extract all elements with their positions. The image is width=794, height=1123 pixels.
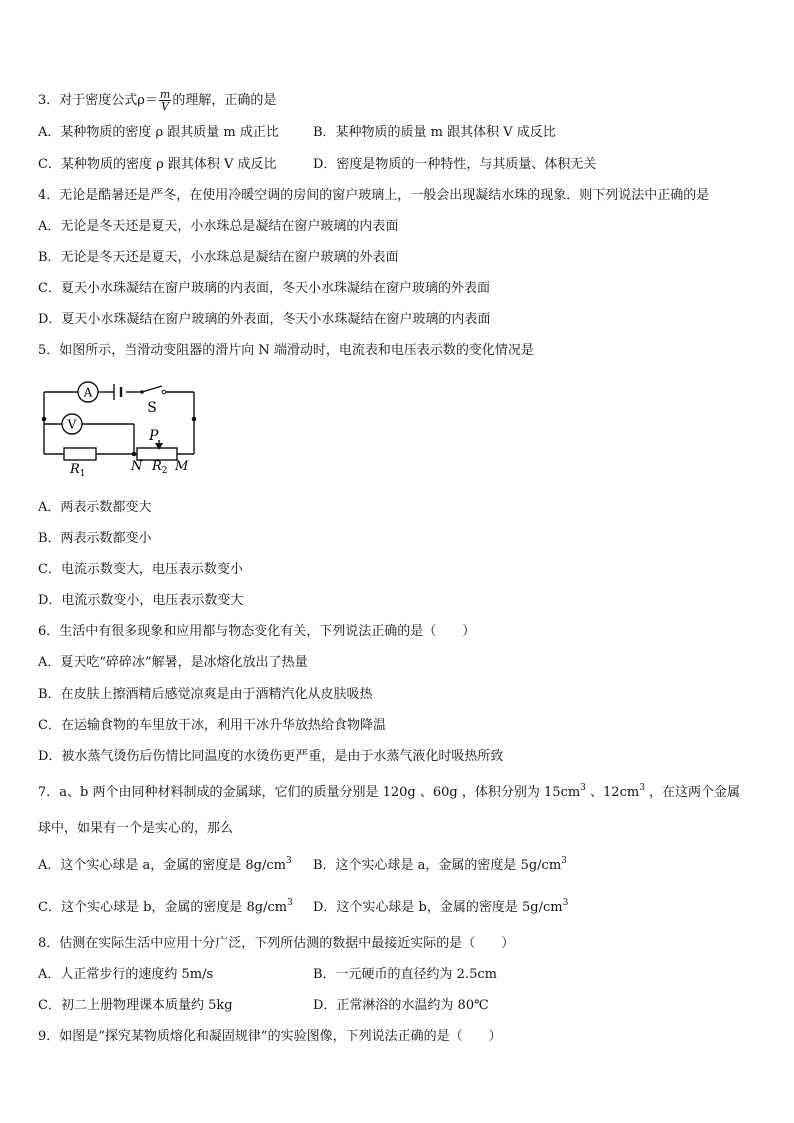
q4-option-a: A．无论是冬天还是夏天，小水珠总是凝结在窗户玻璃的内表面 xyxy=(38,219,399,234)
q6-stem: 6．生活中有很多现象和应用都与物态变化有关，下列说法正确的是（ ） xyxy=(38,624,476,639)
resistor-r1 xyxy=(64,448,96,460)
q3-option-b: B．某种物质的质量 m 跟其体积 V 成反比 xyxy=(313,125,556,140)
q4-option-c: C．夏天小水珠凝结在窗户玻璃的内表面，冬天小水珠凝结在窗户玻璃的外表面 xyxy=(38,281,490,296)
q7-option-a: A．这个实心球是 a，金属的密度是 $8g/cm^3$ xyxy=(38,856,292,873)
q3-stem xyxy=(38,89,276,112)
junction-dot xyxy=(192,417,197,422)
q4-option-b: B．无论是冬天还是夏天，小水珠总是凝结在窗户玻璃的外表面 xyxy=(38,250,399,265)
junction-dot xyxy=(132,452,137,457)
q5-option-a: A．两表示数都变大 xyxy=(38,500,152,515)
density-fraction xyxy=(159,89,171,112)
q7-stem-line1: 7．a、b 两个由同种材料制成的金属球，它们的质量分别是 120g 、60g ，体积分别为 $15cm^3$ 、$12cm^3$ ，在这两个金属 xyxy=(38,783,741,800)
q6-option-c: C．在运输食物的车里放干冰，利用干冰升华放热给食物降温 xyxy=(38,718,386,733)
fraction-numerator: m xyxy=(159,88,171,101)
q7-option-c: C．这个实心球是 b，金属的密度是 $8g/cm^3$ xyxy=(38,898,293,915)
q5-option-d: D．电流示数变小，电压表示数变大 xyxy=(38,593,244,608)
q3-stem-prefix: 3．对于密度公式ρ＝ xyxy=(38,93,158,108)
terminal-n-label: N xyxy=(131,459,143,474)
q6-option-a: A．夏天吃“碎碎冰”解暑，是冰熔化放出了热量 xyxy=(38,655,308,670)
r1-label: $R_1$ xyxy=(70,462,86,477)
q8-option-d: D．正常淋浴的水温约为 80℃ xyxy=(313,998,489,1013)
switch-contact xyxy=(162,390,166,394)
q4-option-d: D．夏天小水珠凝结在窗户玻璃的外表面，冬天小水珠凝结在窗户玻璃的内表面 xyxy=(38,312,491,327)
q3-option-a: A．某种物质的密度 ρ 跟其质量 m 成正比 xyxy=(38,125,279,140)
q8-option-a: A．人正常步行的速度约 5m/s xyxy=(38,967,214,982)
q7-option-b: B．这个实心球是 a，金属的密度是 $5g/cm^3$ xyxy=(313,856,567,873)
q6-option-d: D．被水蒸气烫伤后伤情比同温度的水烫伤更严重，是由于水蒸气液化时吸热所致 xyxy=(38,749,504,764)
q5-stem: 5．如图所示，当滑动变阻器的滑片向 N 端滑动时，电流表和电压表示数的变化情况是 xyxy=(38,343,534,358)
q8-option-c: C．初二上册物理课本质量约 5kg xyxy=(38,998,233,1013)
circuit-diagram xyxy=(34,372,204,477)
q5-option-b: B．两表示数都变小 xyxy=(38,531,152,546)
q7-stem-line2: 球中，如果有一个是实心的，那么 xyxy=(38,821,234,836)
junction-dot xyxy=(42,417,47,422)
q4-stem: 4．无论是酷暑还是严冬，在使用冷暖空调的房间的窗户玻璃上，一般会出现凝结水珠的现象．则下列说法中正确的是 xyxy=(38,188,710,203)
fraction-denominator: V xyxy=(161,100,170,113)
q3-option-c: C．某种物质的密度 ρ 跟其体积 V 成反比 xyxy=(38,157,277,172)
q7-option-d: D．这个实心球是 b，金属的密度是 $5g/cm^3$ xyxy=(313,898,569,915)
slider-label: P xyxy=(149,428,159,444)
q8-stem: 8．估测在实际生活中应用十分广泛，下列所估测的数据中最接近实际的是（ ） xyxy=(38,936,515,951)
q8-option-b: B．一元硬币的直径约为 2.5cm xyxy=(313,967,497,982)
q6-option-b: B．在皮肤上擦酒精后感觉凉爽是由于酒精汽化从皮肤吸热 xyxy=(38,687,373,702)
terminal-m-label: M xyxy=(175,459,189,474)
q3-option-d: D．密度是物质的一种特性，与其质量、体积无关 xyxy=(313,157,597,172)
q9-stem: 9．如图是“探究某物质熔化和凝固规律”的实验图像，下列说法正确的是（ ） xyxy=(38,1029,502,1044)
voltmeter-label: V xyxy=(67,417,77,432)
ammeter-label: A xyxy=(83,385,93,400)
switch-label: S xyxy=(147,400,157,416)
switch-contact xyxy=(140,390,144,394)
q5-option-c: C．电流示数变大，电压表示数变小 xyxy=(38,562,243,577)
r2-label: $R_2$ xyxy=(152,459,168,476)
q3-stem-suffix: 的理解，正确的是 xyxy=(172,93,277,108)
